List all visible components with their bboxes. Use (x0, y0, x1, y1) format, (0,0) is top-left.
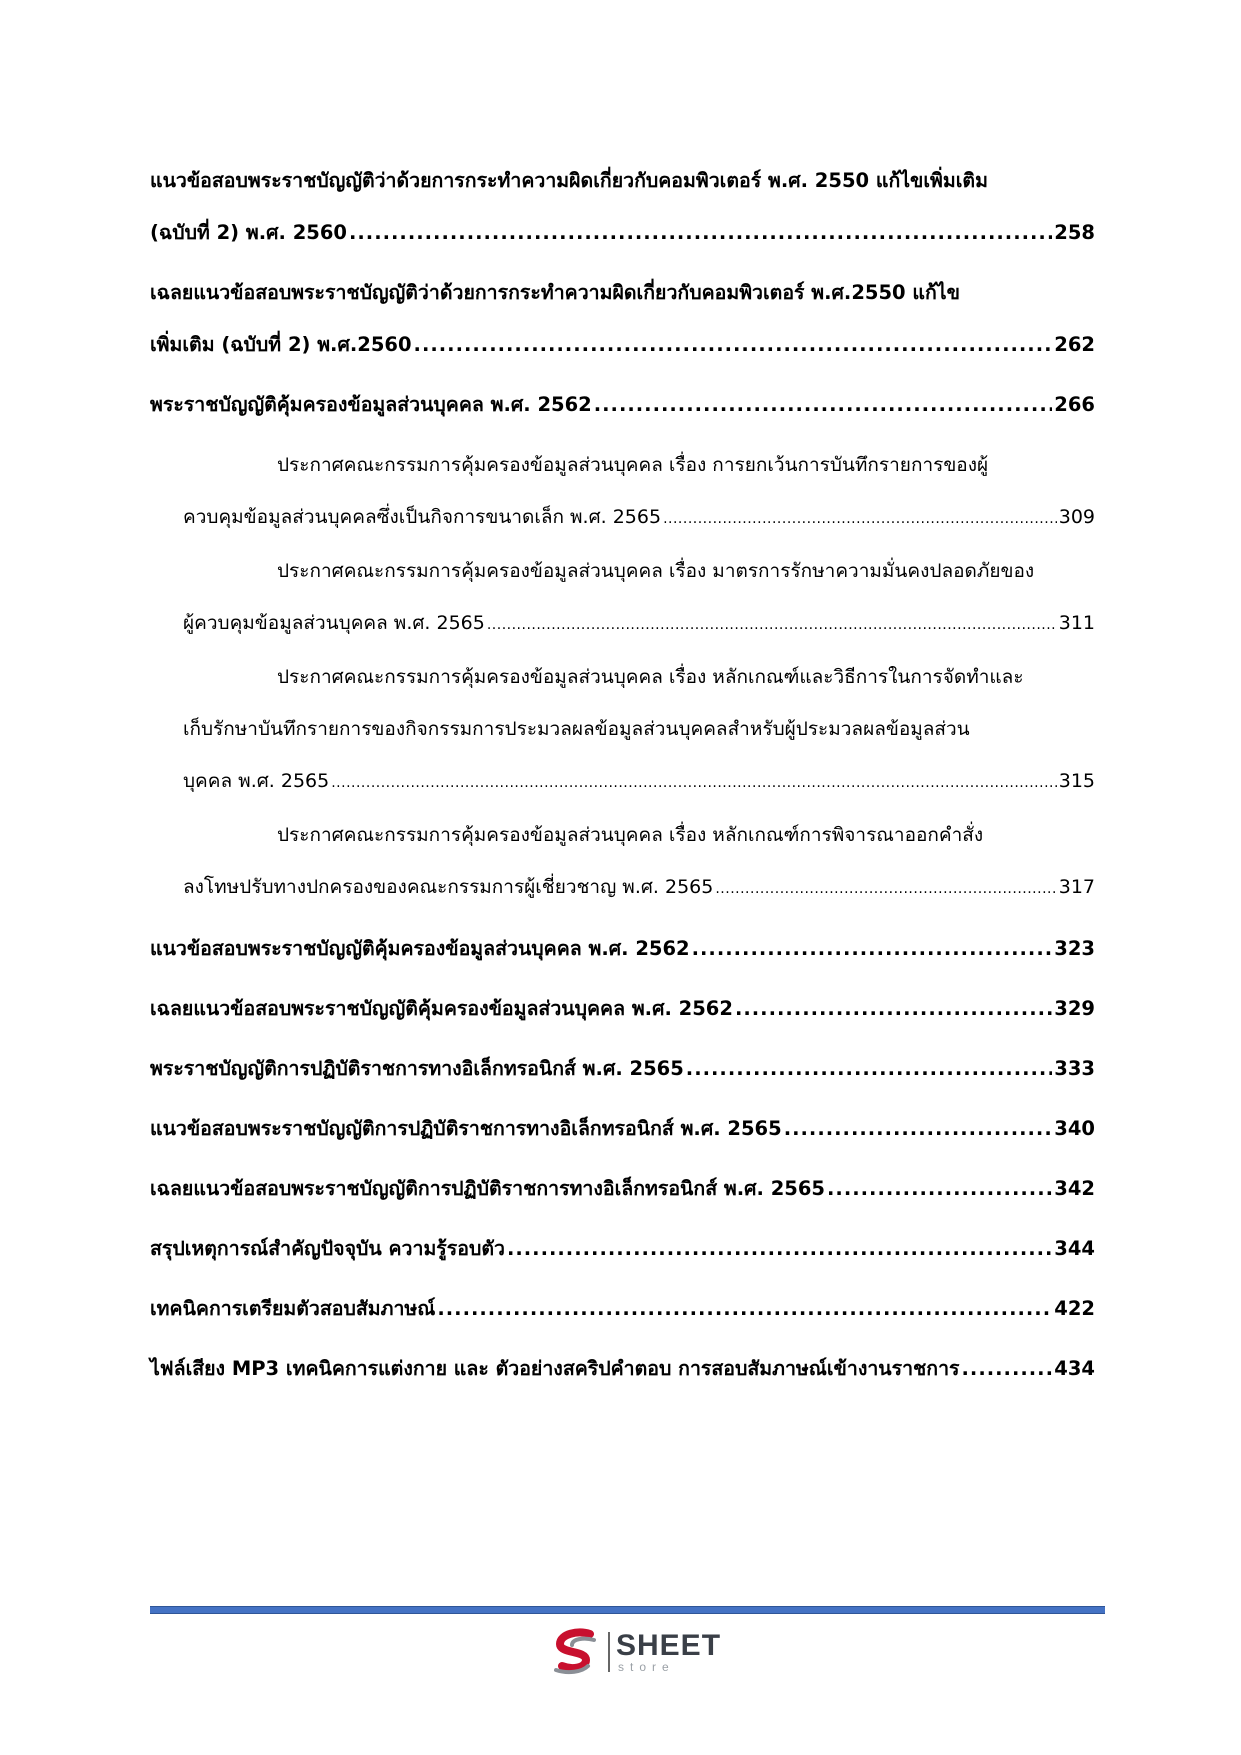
toc-entry[interactable] (150, 267, 1095, 371)
toc-entry[interactable] (150, 1163, 1095, 1215)
toc-page-number: 309 (1058, 506, 1095, 528)
toc-page-number: 344 (1054, 1237, 1095, 1260)
toc-entry-title: พระราชบัญญัติการปฏิบัติราชการทางอิเล็กทรอนิกส์ พ.ศ. 2565 (150, 1057, 684, 1080)
leader-dots (735, 983, 1052, 1035)
toc-entry-title: พระราชบัญญัติคุ้มครองข้อมูลส่วนบุคคล พ.ศ. 2562 (150, 393, 592, 416)
toc-entry[interactable] (150, 1283, 1095, 1335)
toc-entry-title: สรุปเหตุการณ์สำคัญปัจจุบัน ความรู้รอบตัว (150, 1237, 505, 1260)
toc-entry[interactable] (150, 1103, 1095, 1155)
toc-page-number: 311 (1058, 612, 1095, 634)
toc-entry-title: เฉลยแนวข้อสอบพระราชบัญญัติคุ้มครองข้อมูลส่วนบุคคล พ.ศ. 2562 (150, 997, 733, 1020)
toc-entry-title: แนวข้อสอบพระราชบัญญัติว่าด้วยการกระทำความผิดเกี่ยวกับคอมพิวเตอร์ พ.ศ. 2550 แก้ไขเพิ่มเติม (150, 169, 988, 192)
toc-entry-title: บุคคล พ.ศ. 2565 (183, 770, 330, 792)
toc-page-number: 434 (1054, 1357, 1095, 1380)
toc-entry[interactable] (150, 155, 1095, 259)
toc-entry-title: ผู้ควบคุมข้อมูลส่วนบุคคล พ.ศ. 2565 (183, 612, 485, 634)
leader-dots (507, 1223, 1052, 1275)
toc-entry-title: ควบคุมข้อมูลส่วนบุคคลซึ่งเป็นกิจการขนาดเล็ก พ.ศ. 2565 (183, 506, 662, 528)
toc-entry-title: ไฟล์เสียง MP3 เทคนิคการแต่งกาย และ ตัวอย่างสคริปคำตอบ การสอบสัมภาษณ์เข้างานราชการ (150, 1357, 960, 1380)
toc-entry-title: เพิ่มเติม (ฉบับที่ 2) พ.ศ.2560 (150, 333, 412, 356)
toc-sub-entry[interactable] (183, 545, 1095, 651)
toc-sub-entry[interactable] (183, 651, 1095, 809)
leader-dots (827, 1163, 1052, 1215)
leader-dots (715, 863, 1056, 915)
footer-rule (150, 1606, 1105, 1614)
toc-page-number: 340 (1054, 1117, 1095, 1140)
toc-page-number: 315 (1058, 770, 1095, 792)
toc-entry-title: ประกาศคณะกรรมการคุ้มครองข้อมูลส่วนบุคคล เรื่อง หลักเกณฑ์และวิธีการในการจัดทำและ (277, 666, 1024, 688)
toc-page-number: 329 (1054, 997, 1095, 1020)
toc-entry-title: ประกาศคณะกรรมการคุ้มครองข้อมูลส่วนบุคคล เรื่อง การยกเว้นการบันทึกรายการของผู้ (277, 454, 989, 476)
brand-subtitle: store (618, 1660, 675, 1674)
toc-entry[interactable] (150, 923, 1095, 975)
sheet-store-logo (550, 1628, 721, 1676)
leader-dots (594, 379, 1053, 431)
toc-entry[interactable] (150, 983, 1095, 1035)
logo-separator (608, 1632, 610, 1672)
toc-entry[interactable] (150, 1223, 1095, 1275)
leader-dots (663, 493, 1057, 545)
toc-entry-title: เทคนิคการเตรียมตัวสอบสัมภาษณ์ (150, 1297, 436, 1320)
leader-dots (962, 1343, 1053, 1395)
toc-entry-title: เฉลยแนวข้อสอบพระราชบัญญัติว่าด้วยการกระทำความผิดเกี่ยวกับคอมพิวเตอร์ พ.ศ.2550 แก้ไข (150, 281, 960, 304)
toc-page-number: 422 (1054, 1297, 1095, 1320)
toc-page-number: 266 (1054, 393, 1095, 416)
leader-dots (331, 757, 1057, 809)
toc-page-number: 262 (1054, 333, 1095, 356)
leader-dots (437, 1283, 1052, 1335)
brand-name: SHEET (616, 1629, 722, 1662)
toc-entry-title: ประกาศคณะกรรมการคุ้มครองข้อมูลส่วนบุคคล เรื่อง มาตรการรักษาความมั่นคงปลอดภัยของ (277, 560, 1035, 582)
toc-entry-title: เก็บรักษาบันทึกรายการของกิจกรรมการประมวลผลข้อมูลส่วนบุคคลสำหรับผู้ประมวลผลข้อมูลส่วน (183, 718, 970, 740)
toc-entry-title: (ฉบับที่ 2) พ.ศ. 2560 (150, 221, 347, 244)
toc-entry[interactable] (150, 1343, 1095, 1395)
toc-page-number: 258 (1054, 221, 1095, 244)
table-of-contents (150, 155, 1095, 1403)
toc-page-number: 342 (1054, 1177, 1095, 1200)
leader-dots (487, 599, 1057, 651)
toc-entry[interactable] (150, 1043, 1095, 1095)
toc-entry-title: แนวข้อสอบพระราชบัญญัติคุ้มครองข้อมูลส่วนบุคคล พ.ศ. 2562 (150, 937, 690, 960)
s-logo-icon (550, 1628, 602, 1676)
leader-dots (349, 207, 1052, 259)
toc-entry-title: ประกาศคณะกรรมการคุ้มครองข้อมูลส่วนบุคคล เรื่อง หลักเกณฑ์การพิจารณาออกคำสั่ง (277, 824, 984, 846)
toc-sub-entry[interactable] (183, 439, 1095, 545)
leader-dots (692, 923, 1053, 975)
toc-page-number: 317 (1058, 876, 1095, 898)
leader-dots (686, 1043, 1052, 1095)
toc-page-number: 323 (1054, 937, 1095, 960)
toc-sub-entry[interactable] (183, 809, 1095, 915)
leader-dots (784, 1103, 1053, 1155)
leader-dots (414, 319, 1053, 371)
toc-page-number: 333 (1054, 1057, 1095, 1080)
toc-entry-title: เฉลยแนวข้อสอบพระราชบัญญัติการปฏิบัติราชการทางอิเล็กทรอนิกส์ พ.ศ. 2565 (150, 1177, 825, 1200)
toc-entry-title: แนวข้อสอบพระราชบัญญัติการปฏิบัติราชการทางอิเล็กทรอนิกส์ พ.ศ. 2565 (150, 1117, 782, 1140)
toc-entry-title: ลงโทษปรับทางปกครองของคณะกรรมการผู้เชี่ยวชาญ พ.ศ. 2565 (183, 876, 714, 898)
toc-entry[interactable] (150, 379, 1095, 431)
